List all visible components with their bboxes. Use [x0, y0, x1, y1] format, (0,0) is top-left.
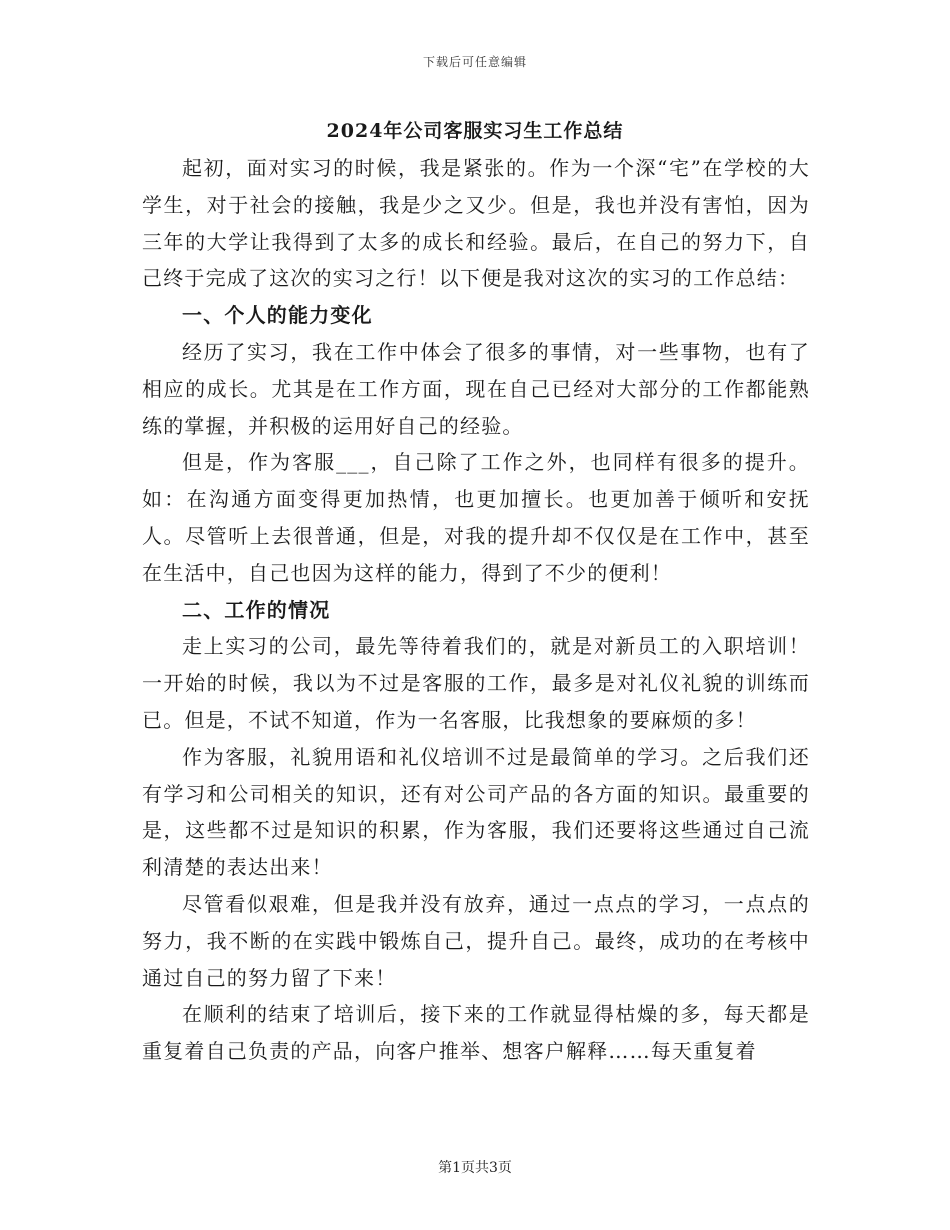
paragraph: 起初，面对实习的时候，我是紧张的。作为一个深“宅”在学校的大学生，对于社会的接触，我是少之又少。但是，我也并没有害怕，因为三年的大学让我得到了太多的成长和经验。最后，在自己的努力下，自己终于完成了这次的实习之行！以下便是我对这次的实习的工作总结：: [142, 156, 810, 291]
paragraph: 经历了实习，我在工作中体会了很多的事情，对一些事物，也有了相应的成长。尤其是在工作方面，现在自己已经对大部分的工作都能熟练的掌握，并积极的运用好自己的经验。: [142, 339, 810, 438]
page-footer: 第1页共3页: [438, 1160, 512, 1176]
document-body: [142, 150, 810, 1070]
paragraph: 走上实习的公司，最先等待着我们的，就是对新员工的入职培训！一开始的时候，我以为不过是客服的工作，最多是对礼仪礼貌的训练而已。但是，不试不知道，作为一名客服，比我想象的要麻烦的多！: [142, 634, 810, 732]
header-note: 下载后可任意编辑: [422, 55, 527, 69]
paragraph: 尽管看似艰难，但是我并没有放弃，通过一点点的学习，一点点的努力，我不断的在实践中锻炼自己，提升自己。最终，成功的在考核中通过自己的努力留了下来！: [142, 891, 810, 990]
section-heading: 一、个人的能力变化: [182, 303, 373, 328]
paragraph: 但是，作为客服___，自己除了工作之外，也同样有很多的提升。如：在沟通方面变得更加热情，也更加擅长。也更加善于倾听和安抚人。尽管听上去很普通，但是，对我的提升却不仅仅是在工作中，甚至在生活中，自己也因为这样的能力，得到了不少的便利！: [142, 450, 810, 585]
section-heading: 二、工作的情况: [182, 597, 331, 622]
document-title: 2024年公司客服实习生工作总结: [326, 120, 624, 142]
paragraph: 作为客服，礼貌用语和礼仪培训不过是最简单的学习。之后我们还有学习和公司相关的知识，还有对公司产品的各方面的知识。最重要的是，这些都不过是知识的积累，作为客服，我们还要将这些通过自己流利清楚的表达出来！: [142, 744, 810, 880]
paragraph: 在顺利的结束了培训后，接下来的工作就显得枯燥的多，每天都是重复着自己负责的产品，向客户推举、想客户解释……每天重复着: [142, 1002, 810, 1064]
